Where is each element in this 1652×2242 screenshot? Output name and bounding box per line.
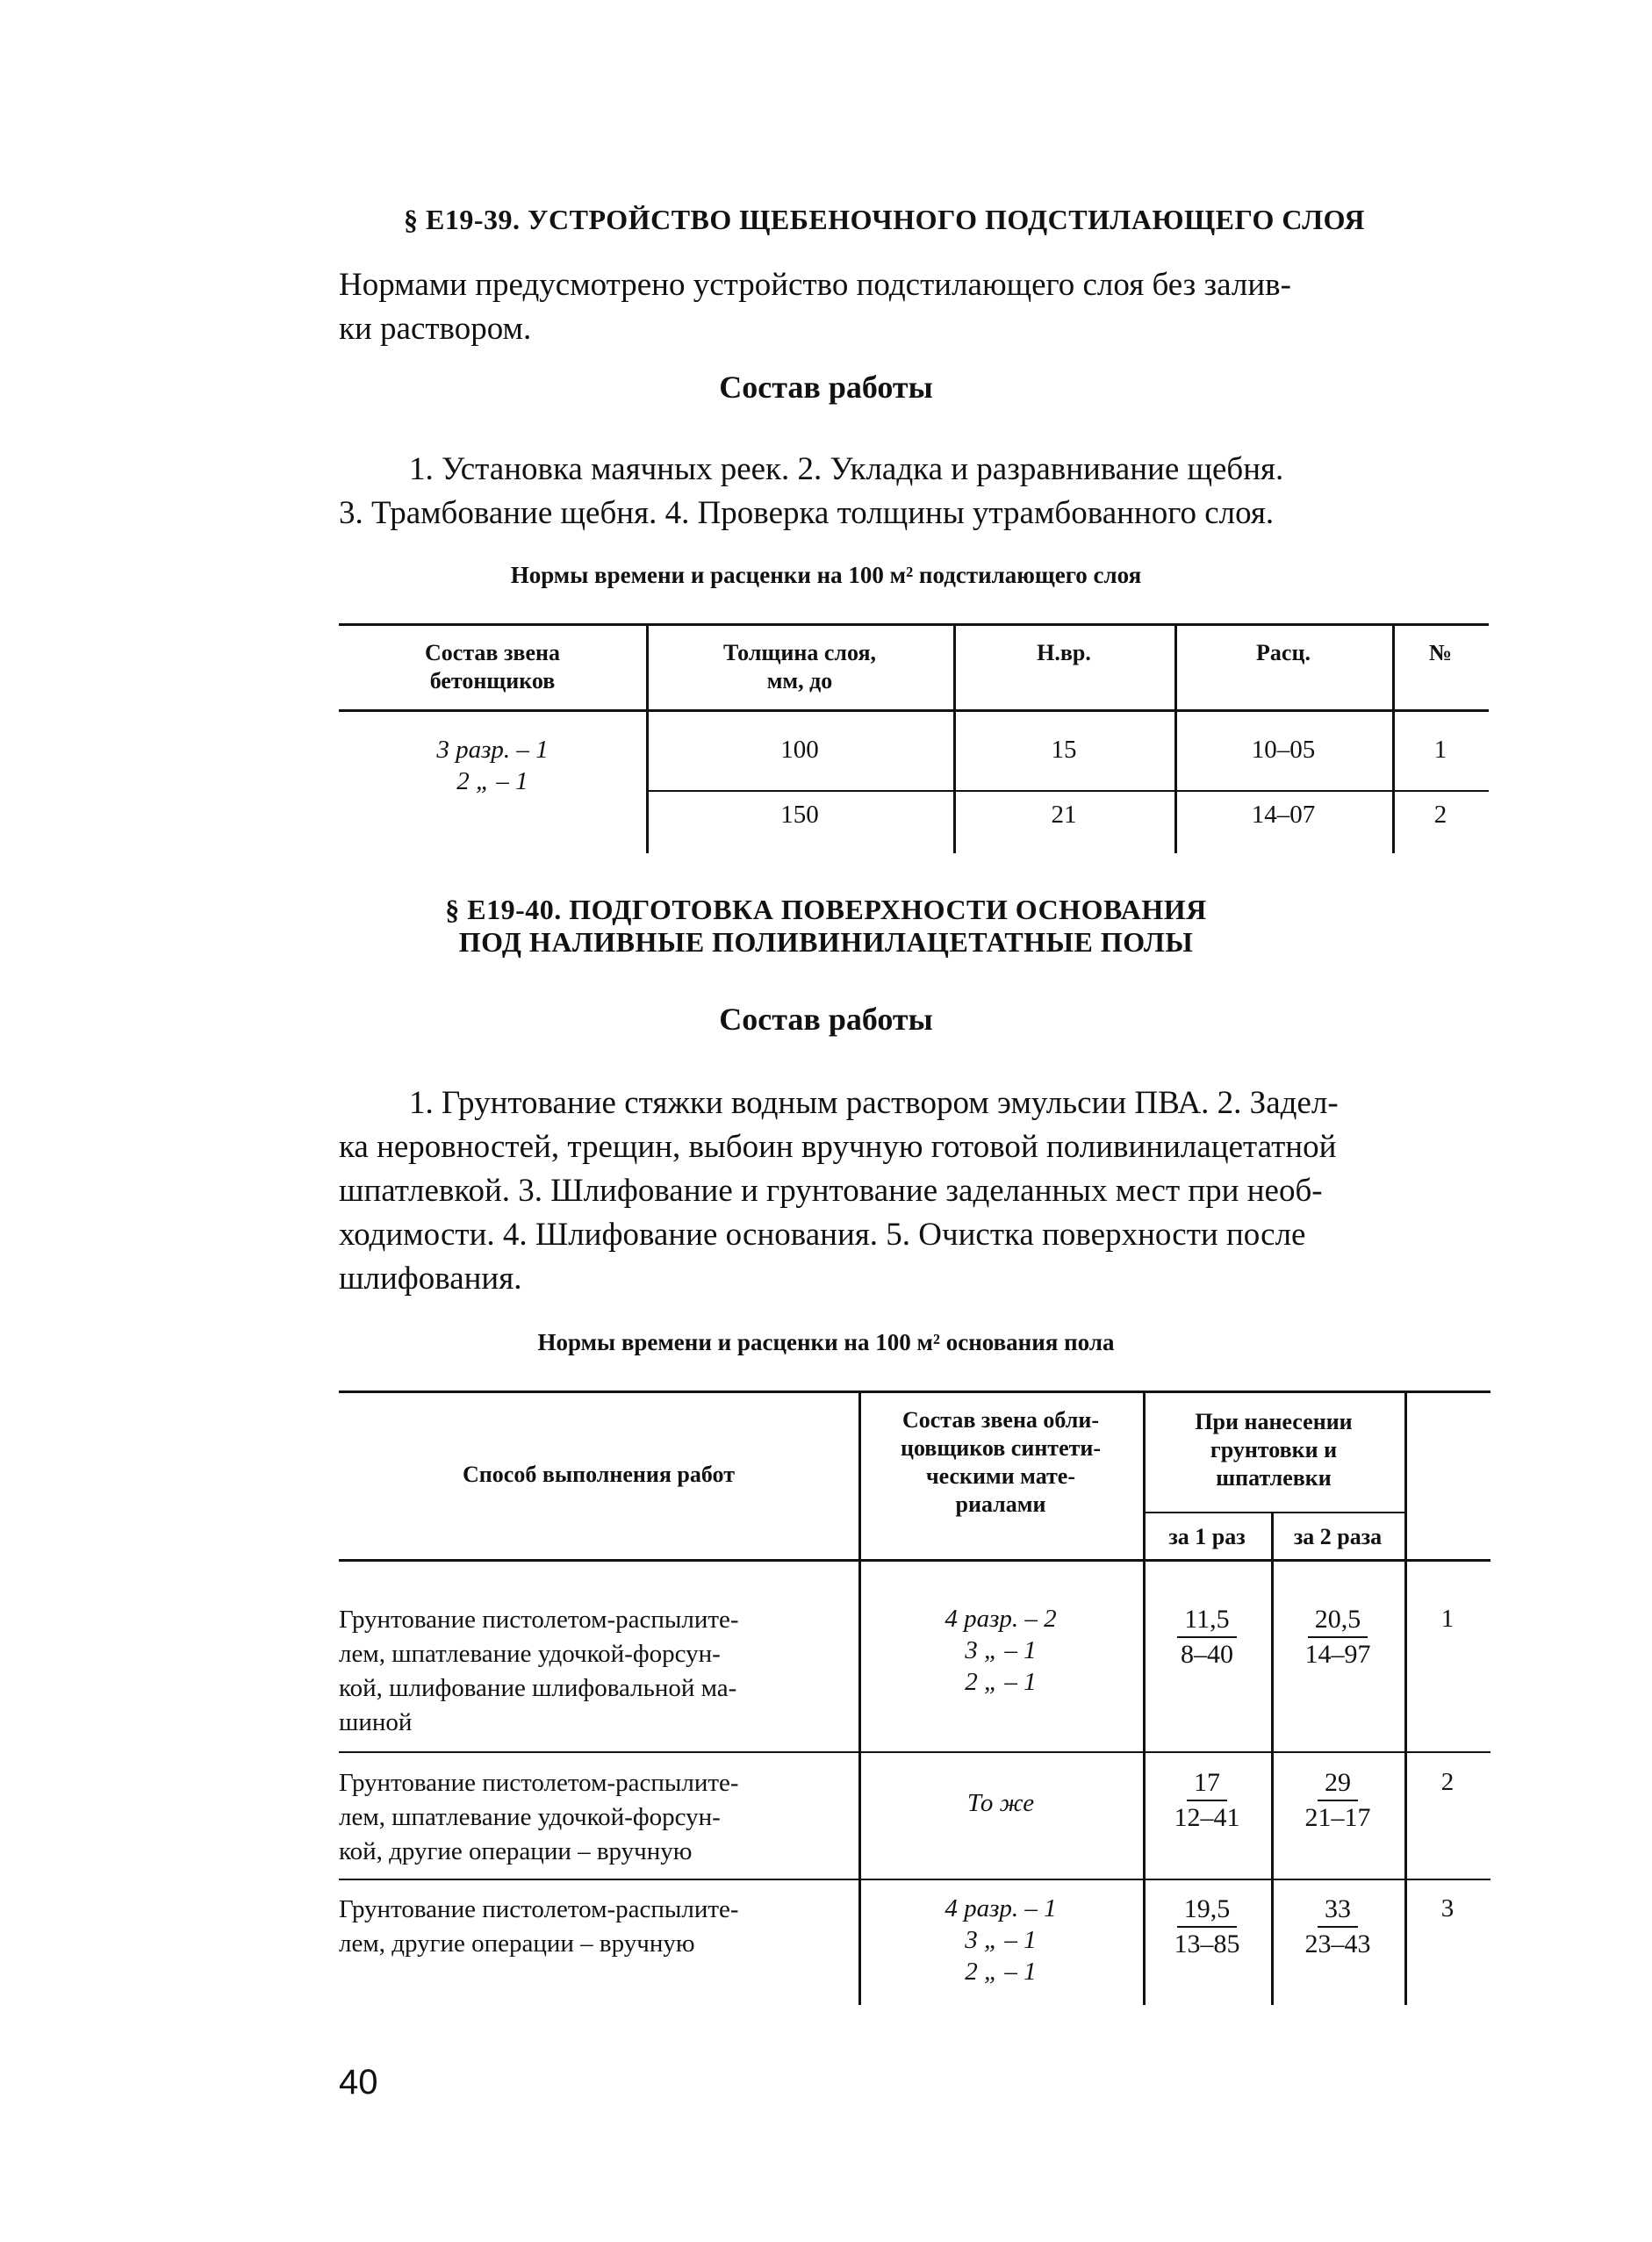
fraction-numerator: 11,5 (1177, 1603, 1236, 1638)
crew-line: 3 „ – 1 (965, 1636, 1037, 1664)
fraction-numerator: 33 (1318, 1893, 1358, 1928)
fraction-twice (1271, 1766, 1404, 1835)
table2-header-apply-line3: шпатлевки (1216, 1465, 1332, 1491)
table1-header-thickness-line1: Толщина слоя, (722, 640, 877, 665)
work-composition-text-1 (339, 448, 1484, 535)
work2-line-4: ходимости. 4. Шлифование основания. 5. Очистка поверхности после (339, 1217, 1306, 1253)
table1-header-thickness-line2: мм, до (766, 668, 833, 693)
table2-header-crew (858, 1406, 1143, 1519)
fraction-once (1143, 1893, 1271, 1961)
table2-caption: Нормы времени и расценки на 100 м² основания пола (537, 1329, 1115, 1355)
work2-line-3: шпатлевкой. 3. Шлифование и грунтование заделанных мест при необ- (339, 1173, 1323, 1209)
method-line: лем, шпатлевание удочкой-форсун- (339, 1640, 721, 1668)
section-heading-e19-39: § Е19-39. УСТРОЙСТВО ЩЕБЕНОЧНОГО ПОДСТИЛАЮЩЕГО СЛОЯ (404, 204, 1365, 235)
table2-header-twice: за 2 раза (1293, 1524, 1383, 1549)
fraction-numerator: 29 (1318, 1766, 1358, 1801)
table1-header-crew-line2: бетонщиков (429, 668, 556, 693)
table1-crew-line1: 3 разр. – 1 (436, 736, 549, 764)
crew-cell (858, 1787, 1143, 1819)
fraction-numerator: 19,5 (1177, 1893, 1238, 1928)
table2-header-once: за 1 раз (1168, 1524, 1246, 1549)
table-cell: 21 (1051, 801, 1077, 829)
fraction-denominator: 13–85 (1174, 1929, 1240, 1958)
table-cell: 14–07 (1251, 801, 1316, 829)
table1-header-crew-line1: Состав звена (425, 640, 560, 665)
table-cell: 150 (780, 801, 819, 829)
table1-header-no: № (1428, 640, 1453, 665)
page-number: 40 (339, 2063, 378, 2102)
fraction-denominator: 21–17 (1304, 1803, 1371, 1832)
fraction-numerator: 20,5 (1308, 1603, 1368, 1638)
fraction-twice (1271, 1893, 1404, 1961)
table-cell: 1 (1433, 736, 1447, 764)
crew-line: 2 „ – 1 (965, 1958, 1037, 1986)
crew-line: 3 „ – 1 (965, 1926, 1037, 1954)
work-composition-text-2 (339, 1081, 1484, 1301)
method-line: Грунтование пистолетом-распылите- (339, 1769, 739, 1797)
table2-header-crew-line1: Состав звена обли- (901, 1407, 1100, 1433)
table2-header-crew-line2: цовщиков синтети- (900, 1435, 1102, 1461)
work-line-1: 1. Установка маячных реек. 2. Укладка и разравнивание щебня. (409, 451, 1284, 487)
intro-line-2: ки раствором. (339, 311, 532, 347)
table1-caption: Нормы времени и расценки на 100 м² подстилающего слоя (510, 562, 1142, 588)
table-cell: 15 (1051, 736, 1077, 764)
work-composition-heading-2: Состав работы (719, 1002, 933, 1037)
crew-line: 4 разр. – 1 (945, 1894, 1057, 1922)
row-number: 1 (1440, 1605, 1454, 1633)
fraction-numerator: 17 (1187, 1766, 1227, 1801)
fraction-once (1143, 1766, 1271, 1835)
table-cell: 100 (780, 736, 819, 764)
crew-line: 2 „ – 1 (965, 1668, 1037, 1696)
fraction-once (1143, 1603, 1271, 1671)
intro-paragraph (339, 263, 1484, 351)
method-line: Грунтование пистолетом-распылите- (339, 1895, 739, 1923)
work-line-2: 3. Трамбование щебня. 4. Проверка толщины утрамбованного слоя. (339, 495, 1275, 531)
crew-cell (858, 1893, 1143, 1987)
section-heading-e19-40-line2: ПОД НАЛИВНЫЕ ПОЛИВИНИЛАЦЕТАТНЫЕ ПОЛЫ (458, 926, 1194, 958)
table-row (339, 1766, 848, 1869)
table-cell: 2 (1433, 801, 1447, 829)
fraction-twice (1271, 1603, 1404, 1671)
table-row (339, 1893, 848, 1961)
table2-header-method: Способ выполнения работ (463, 1462, 735, 1487)
work-composition-heading-1: Состав работы (719, 370, 933, 405)
work2-line-5: шлифования. (339, 1261, 522, 1297)
method-line: шиной (339, 1708, 413, 1736)
fraction-denominator: 8–40 (1181, 1640, 1233, 1669)
work2-line-1: 1. Грунтование стяжки водным раствором эмульсии ПВА. 2. Задел- (409, 1085, 1339, 1121)
method-line: лем, шпатлевание удочкой-форсун- (339, 1803, 721, 1831)
method-line: кой, шлифование шлифовальной ма- (339, 1674, 737, 1702)
table1-header-crew (339, 639, 646, 695)
section-heading-e19-40-line1: § Е19-40. ПОДГОТОВКА ПОВЕРХНОСТИ ОСНОВАНИЯ (445, 894, 1207, 925)
row-number: 3 (1440, 1894, 1454, 1922)
table2-header-apply-line1: При нанесении (1195, 1409, 1353, 1434)
table2-header-apply-line2: грунтовки и (1210, 1437, 1338, 1462)
table1-header-thickness (646, 639, 953, 695)
crew-line: То же (966, 1789, 1035, 1817)
table2-header-apply (1143, 1408, 1404, 1492)
intro-line-1: Нормами предусмотрено устройство подстилающего слоя без залив- (339, 267, 1291, 303)
fraction-denominator: 12–41 (1174, 1803, 1240, 1832)
crew-cell (858, 1603, 1143, 1698)
table1-crew-line2: 2 „ – 1 (456, 767, 528, 795)
table1-header-nvr: Н.вр. (1037, 640, 1091, 665)
table1-crew-cell (339, 734, 646, 797)
row-number: 2 (1440, 1768, 1454, 1796)
crew-line: 4 разр. – 2 (945, 1605, 1057, 1633)
table-cell: 10–05 (1251, 736, 1316, 764)
fraction-denominator: 23–43 (1304, 1929, 1371, 1958)
method-line: кой, другие операции – вручную (339, 1837, 693, 1865)
table-row (339, 1603, 848, 1740)
table2-header-crew-line3: ческими мате- (925, 1463, 1076, 1489)
fraction-denominator: 14–97 (1304, 1640, 1371, 1669)
table1-header-rasc: Расц. (1256, 640, 1311, 665)
method-line: лем, другие операции – вручную (339, 1929, 695, 1958)
section-heading-e19-40 (0, 894, 1652, 959)
work2-line-2: ка неровностей, трещин, выбоин вручную готовой поливинилацетатной (339, 1129, 1337, 1165)
table2-header-crew-line4: риалами (955, 1491, 1046, 1517)
method-line: Грунтование пистолетом-распылите- (339, 1606, 739, 1634)
